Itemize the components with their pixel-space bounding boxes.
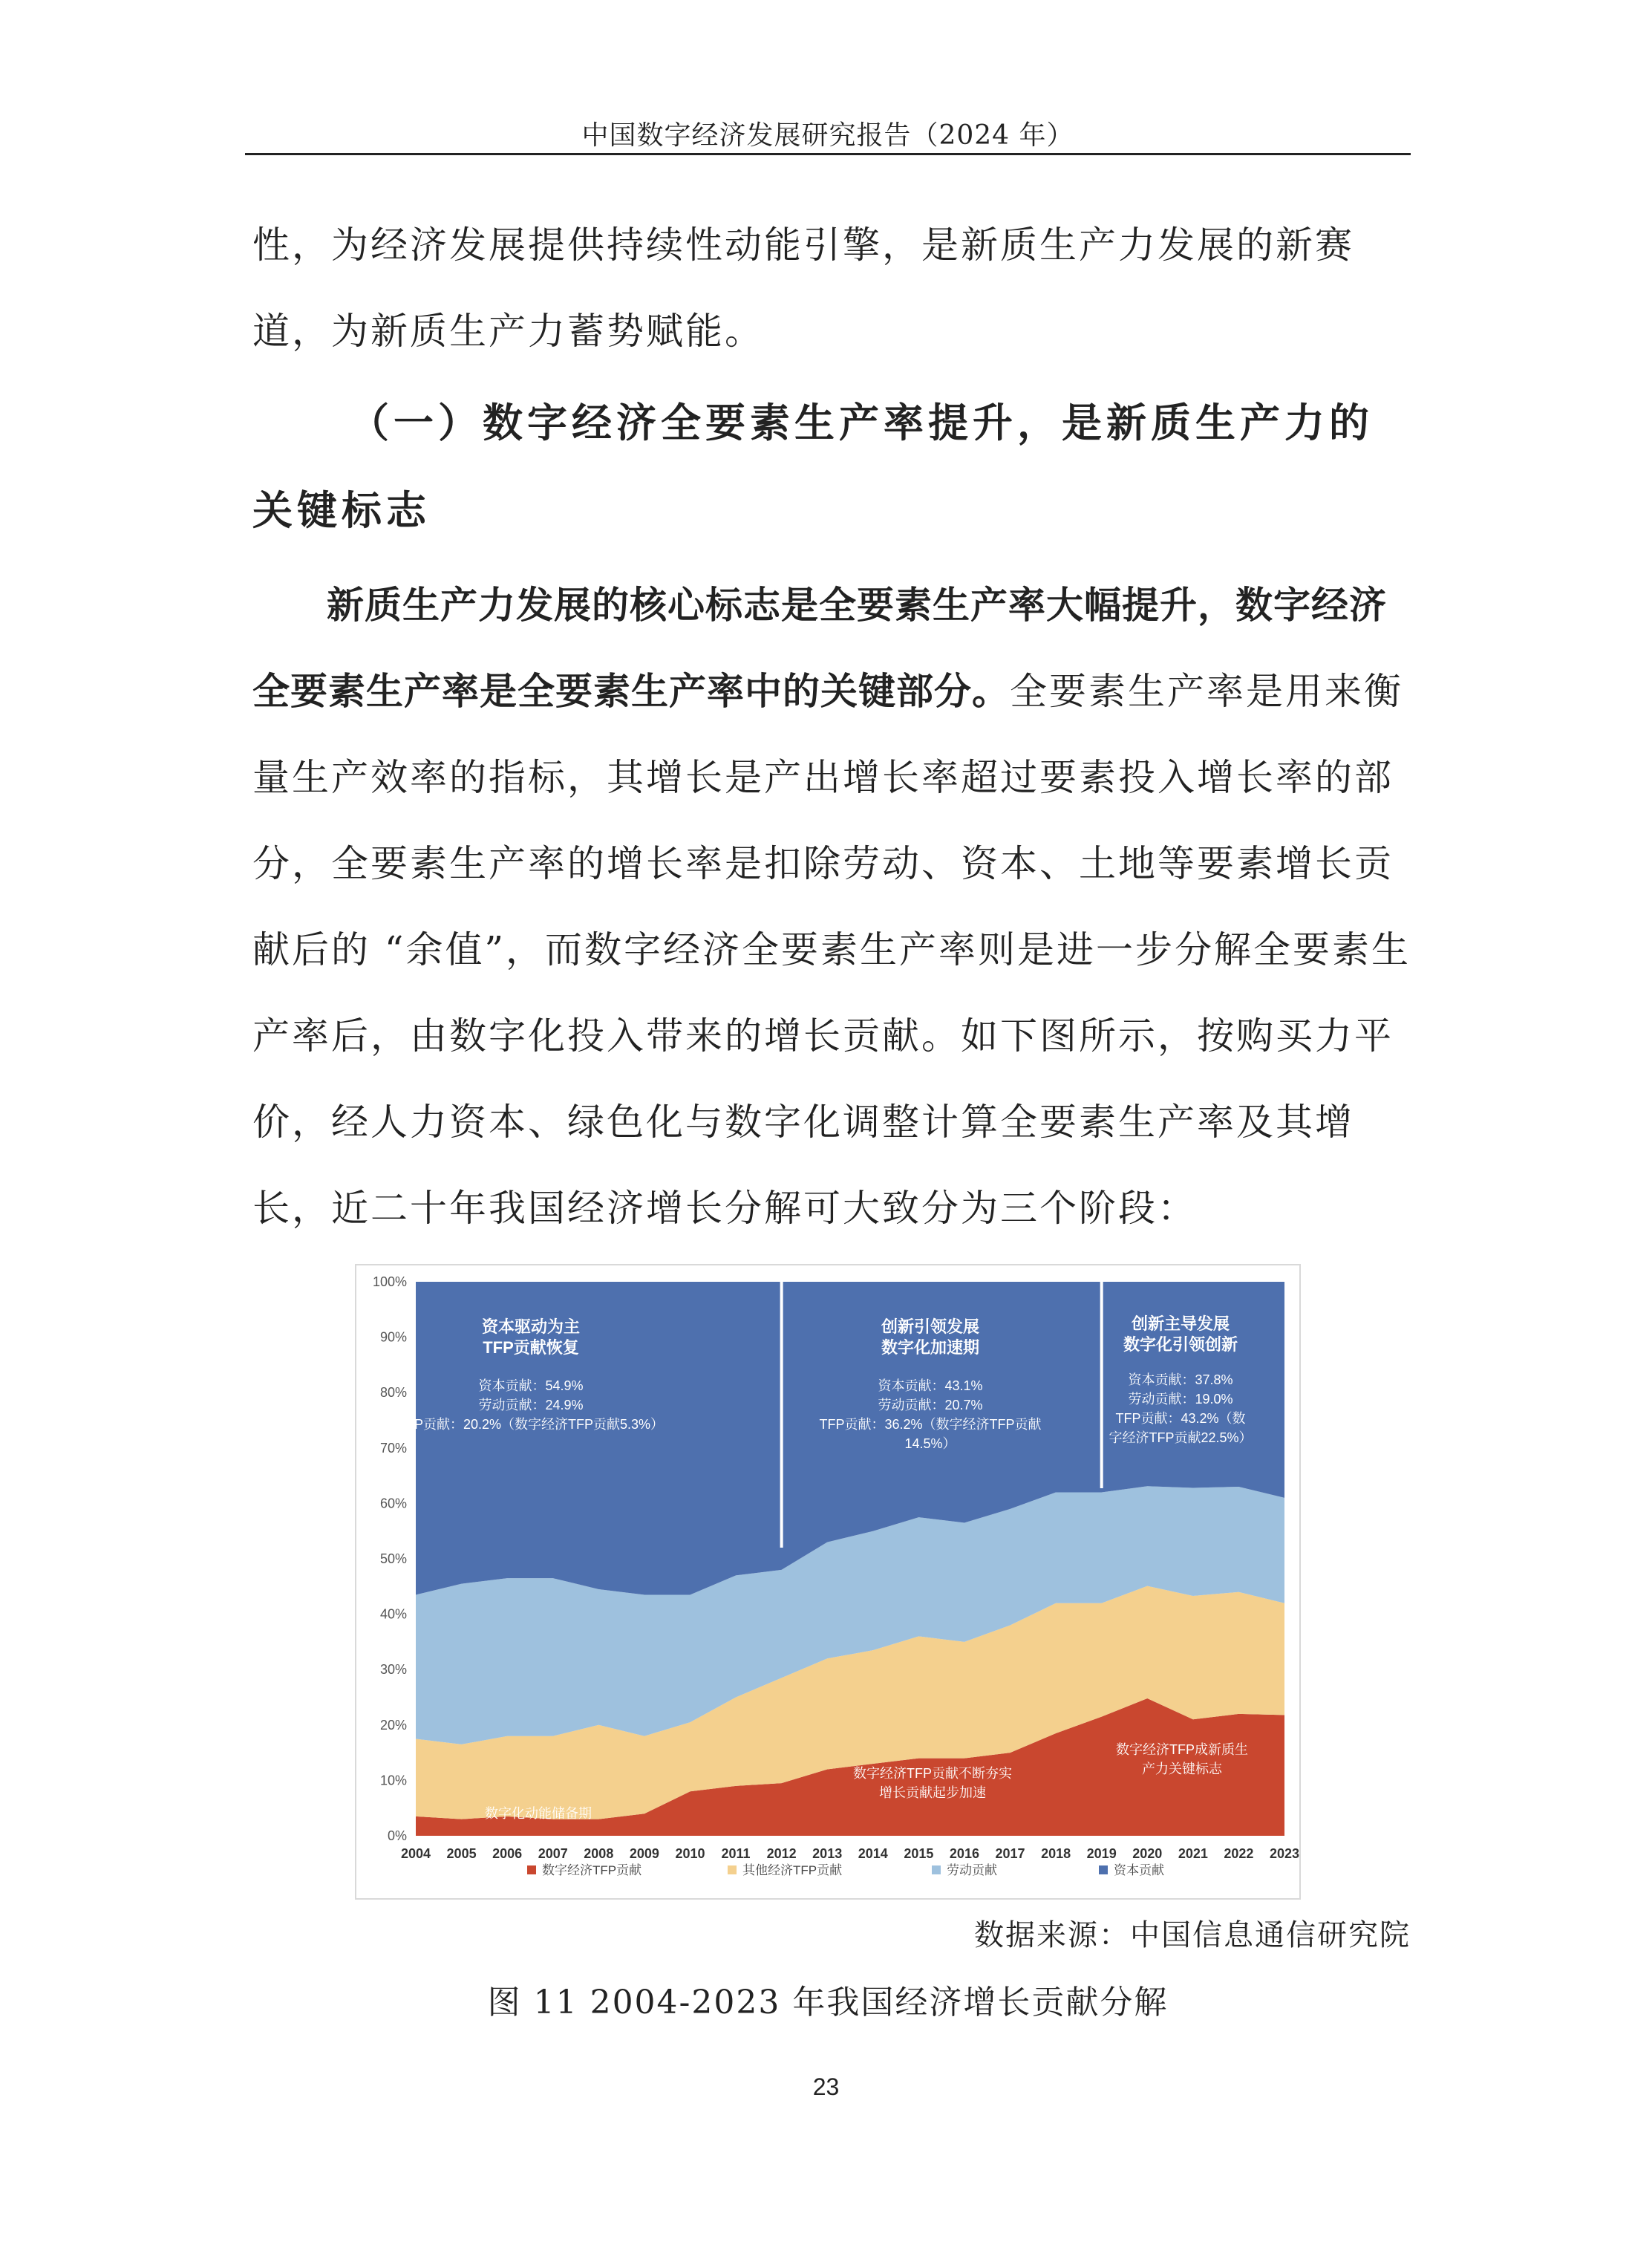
legend-label: 其他经济TFP贡献 <box>742 1863 843 1877</box>
legend-label: 数字经济TFP贡献 <box>542 1863 642 1877</box>
data-source: 数据来源：中国信息通信研究院 <box>974 1918 1411 1952</box>
annotation-solidify-line1: 数字经济TFP贡献不断夯实 <box>853 1766 1012 1781</box>
y-tick-label: 60% <box>379 1496 407 1511</box>
paragraph-2-bold: 新质生产力发展的核心标志是全要素生产率大幅提升，数字经济全要素生产率是全要素生产率中的关键部分。 <box>252 584 1387 713</box>
phase1-line2: 劳动贡献：24.9% <box>478 1398 584 1412</box>
x-tick-label: 2012 <box>766 1846 797 1861</box>
y-tick-label: 0% <box>387 1828 407 1843</box>
phase1-line3: TFP贡献：20.2%（数字经济TFP贡献5.3%） <box>397 1417 665 1432</box>
phase2-line2: 劳动贡献：20.7% <box>878 1398 983 1412</box>
x-tick-label: 2005 <box>446 1846 477 1861</box>
header-rule <box>245 153 1411 155</box>
y-tick-label: 100% <box>372 1274 407 1289</box>
page-number: 23 <box>812 2073 840 2100</box>
phase1-title2: TFP贡献恢复 <box>483 1338 579 1357</box>
annotation-key-sign-line1: 数字经济TFP成新质生 <box>1116 1742 1248 1757</box>
x-tick-label: 2009 <box>629 1846 659 1861</box>
annotation-storage-period: 数字化动能储备期 <box>485 1806 592 1821</box>
phase3-line3: TFP贡献：43.2%（数 <box>1115 1411 1246 1426</box>
y-tick-label: 30% <box>379 1662 407 1678</box>
x-tick-label: 2013 <box>812 1846 843 1861</box>
phase3-line1: 资本贡献：37.8% <box>1128 1372 1233 1387</box>
x-tick-label: 2015 <box>904 1846 934 1861</box>
x-tick-label: 2022 <box>1224 1846 1254 1861</box>
x-tick-label: 2016 <box>949 1846 979 1861</box>
x-tick-label: 2021 <box>1178 1846 1208 1861</box>
legend-label: 劳动贡献 <box>947 1863 997 1877</box>
paragraph-2-rest: 全要素生产率是用来衡量生产效率的指标，其增长是产出增长率超过要素投入增长率的部分，全要素生产率的增长率是扣除劳动、资本、土地等要素增长贡献后的 “余值”，而数字经济全要素生产率则是进一步分解全要素生产率后，由数字化投入带来的增长贡献。如下图所示，按购买力平价，经人力资本、绿色化与数字化调整计算全要素生产率及其增长，近二十年我国经济增长分解可大致分为三个阶段： <box>252 670 1411 1230</box>
x-tick-label: 2011 <box>721 1846 751 1861</box>
annotation-key-sign-line2: 产力关键标志 <box>1142 1762 1222 1776</box>
y-tick-label: 10% <box>379 1773 407 1788</box>
x-tick-label: 2008 <box>584 1846 614 1861</box>
phase2-title2: 数字化加速期 <box>881 1338 980 1357</box>
figure-caption: 图 11 2004-2023 年我国经济增长贡献分解 <box>487 1984 1169 2021</box>
x-tick-label: 2019 <box>1086 1846 1117 1861</box>
phase3-title2: 数字化引领创新 <box>1123 1335 1238 1354</box>
phase2-line3: TFP贡献：36.2%（数字经济TFP贡献 <box>819 1417 1042 1432</box>
header-title: 中国数字经济发展研究报告（2024 年） <box>581 120 1074 151</box>
y-tick-label: 90% <box>379 1329 407 1345</box>
legend-swatch <box>728 1865 737 1874</box>
legend-label: 资本贡献 <box>1114 1863 1164 1877</box>
section-heading-line1: （一）数字经济全要素生产率提升，是新质生产力的 <box>349 400 1374 446</box>
x-tick-label: 2010 <box>675 1846 705 1861</box>
y-tick-label: 80% <box>379 1385 407 1401</box>
legend-swatch <box>932 1865 941 1874</box>
growth-contribution-chart <box>356 1265 1299 1898</box>
chart-frame <box>355 1264 1301 1900</box>
phase2-title1: 创新引领发展 <box>881 1317 980 1336</box>
phase2-line4: 14.5%） <box>904 1436 956 1451</box>
phase1-title1: 资本驱动为主 <box>481 1317 581 1336</box>
phase3-title1: 创新主导发展 <box>1131 1314 1230 1333</box>
y-tick-label: 70% <box>379 1440 407 1456</box>
x-tick-label: 2014 <box>858 1846 888 1861</box>
legend-swatch <box>1099 1865 1108 1874</box>
x-tick-label: 2020 <box>1132 1846 1163 1861</box>
paragraph-2 <box>252 562 1411 1251</box>
paragraph-1: 性，为经济发展提供持续性动能引擎，是新质生产力发展的新赛道，为新质生产力蓄势赋能。 <box>252 224 1354 353</box>
legend-swatch <box>527 1865 536 1874</box>
annotation-solidify-line2: 增长贡献起步加速 <box>879 1785 986 1800</box>
y-tick-label: 50% <box>379 1551 407 1566</box>
phase2-line1: 资本贡献：43.1% <box>878 1378 983 1393</box>
y-tick-label: 40% <box>379 1606 407 1622</box>
phase3-line2: 劳动贡献：19.0% <box>1128 1392 1233 1407</box>
y-tick-label: 20% <box>379 1717 407 1733</box>
phase3-line4: 字经济TFP贡献22.5%） <box>1109 1430 1253 1445</box>
x-tick-label: 2004 <box>400 1846 431 1861</box>
x-tick-label: 2018 <box>1041 1846 1071 1861</box>
x-tick-label: 2017 <box>995 1846 1025 1861</box>
x-tick-label: 2007 <box>538 1846 568 1861</box>
section-heading-line2: 关键标志 <box>252 487 431 534</box>
x-tick-label: 2023 <box>1269 1846 1299 1861</box>
x-tick-label: 2006 <box>492 1846 523 1861</box>
phase1-line1: 资本贡献：54.9% <box>478 1378 584 1393</box>
